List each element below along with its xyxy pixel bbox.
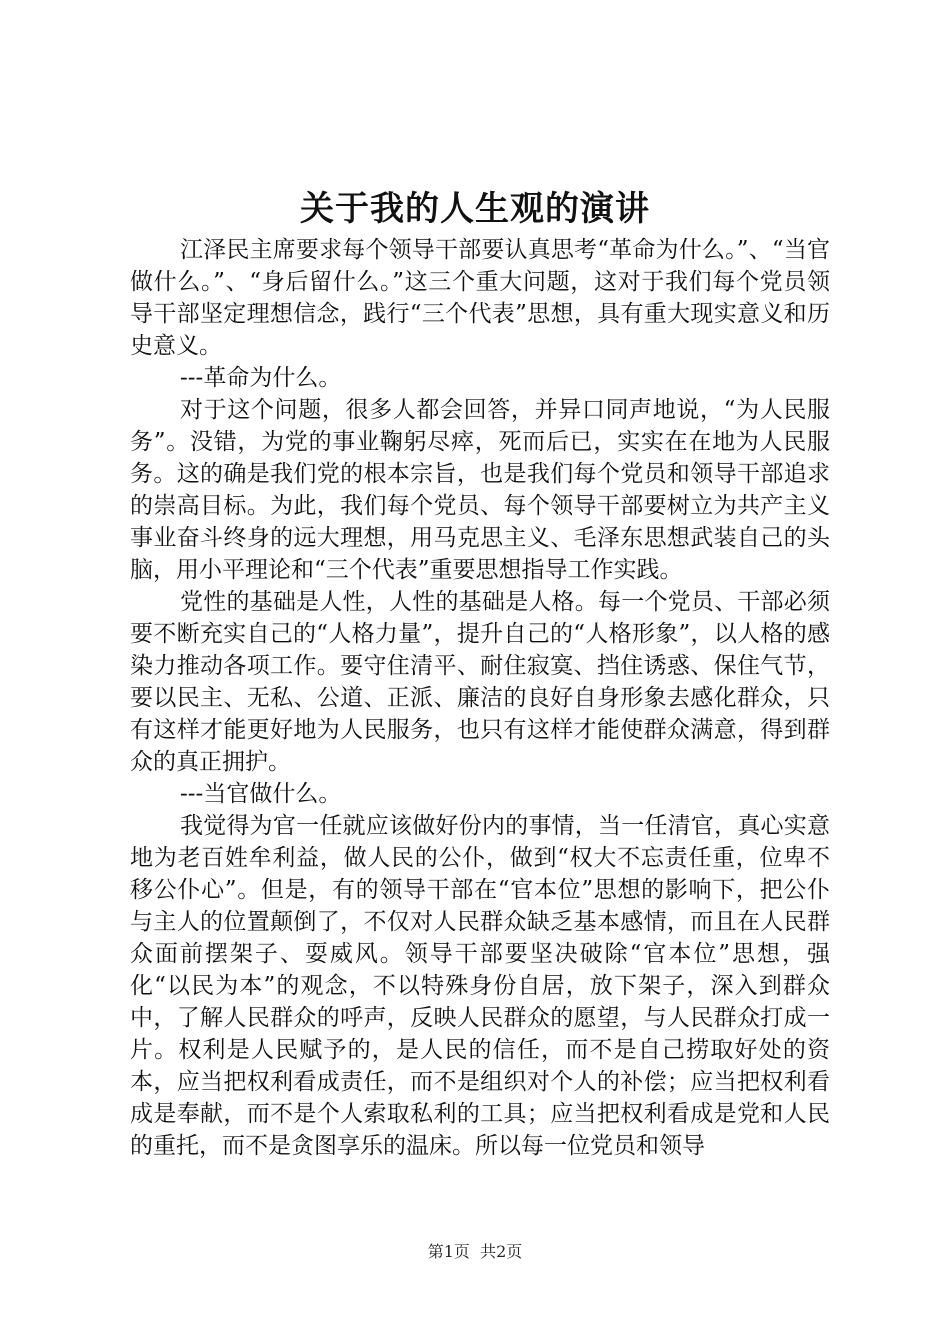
section-heading-revolution: ---革命为什么。 <box>180 365 342 391</box>
page-number-label: 第1页 共2页 <box>427 1242 523 1261</box>
document-title: 关于我的人生观的演讲 <box>300 189 650 229</box>
paragraph-official-duty: 我觉得为官一任就应该做好份内的事情，当一任清官，真心实意地为老百姓牟利益，做人民的公仆，做到“权大不忘责任重，位卑不移公仆心”。但是，有的领导干部在“官本位”思想的影响下，把公仆与主人的位置颠倒了，不仅对人民群众缺乏基本感情，而且在人民群众面前摆架子、耍威风。领导干部要坚决破除“官本位”思想，强化“以民为本”的观念，不以特殊身份自居，放下架子，深入到群众中，了解人民群众的呼声，反映人民群众的愿望，与人民群众打成一片。权利是人民赋予的，是人民的信任，而不是自己捞取好处的资本，应当把权利看成责任，而不是组织对个人的补偿；应当把权利看成是奉献，而不是个人索取私利的工具；应当把权利看成是党和人民的重托，而不是贪图享乐的温床。所以每一位党员和领导 <box>130 813 830 1159</box>
document-body <box>130 234 830 1162</box>
page-footer <box>0 1241 950 1263</box>
section-heading-official: ---当官做什么。 <box>180 781 342 807</box>
paragraph-serve-people: 对于这个问题，很多人都会回答，并异口同声地说，“为人民服务”。没错，为党的事业鞠躬尽瘁，死而后已，实实在在地为人民服务。这的确是我们党的根本宗旨，也是我们每个党员和领导干部追求的崇高目标。为此，我们每个党员、每个领导干部要树立为共产主义事业奋斗终身的远大理想，用马克思主义、毛泽东思想武装自己的头脑，用小平理论和“三个代表”重要思想指导工作实践。 <box>130 397 830 583</box>
paragraph-personality: 党性的基础是人性，人性的基础是人格。每一个党员、干部必须要不断充实自己的“人格力量”，提升自己的“人格形象”，以人格的感染力推动各项工作。要守住清平、耐住寂寞、挡住诱惑、保住气节，要以民主、无私、公道、正派、廉洁的良好自身形象去感化群众，只有这样才能更好地为人民服务，也只有这样才能使群众满意，得到群众的真正拥护。 <box>130 589 830 775</box>
paragraph-intro: 江泽民主席要求每个领导干部要认真思考“革命为什么。”、“当官做什么。”、“身后留什么。”这三个重大问题，这对于我们每个党员领导干部坚定理想信念，践行“三个代表”思想，具有重大现实意义和历史意义。 <box>130 237 830 359</box>
